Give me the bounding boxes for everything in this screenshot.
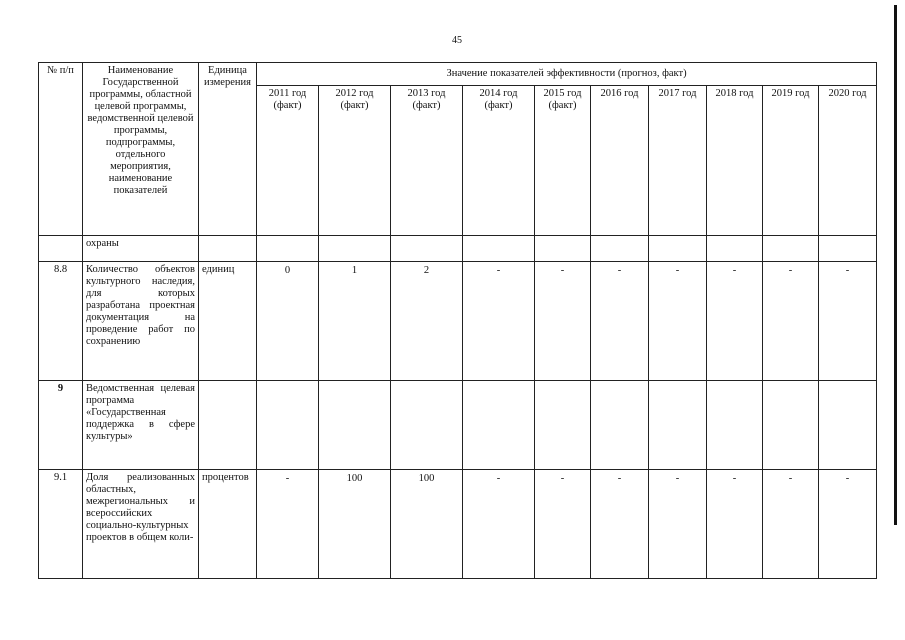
row-value [591,236,649,262]
page-number: 45 [452,35,462,46]
header-year: 2014 год (факт) [463,86,535,236]
row-value [257,381,319,470]
row-value: 100 [391,470,463,579]
table-row [39,236,877,262]
row-value [819,381,877,470]
header-year: 2011 год (факт) [257,86,319,236]
row-unit: процентов [199,470,257,579]
indicators-table [38,62,877,579]
row-name: Ведомственная целевая программа «Государственная поддержка в сфере культуры» [83,381,199,470]
row-value: - [819,470,877,579]
row-value: - [819,262,877,381]
row-value [463,381,535,470]
row-value [257,236,319,262]
header-year: 2016 год [591,86,649,236]
row-value [319,381,391,470]
row-name: охраны [83,236,199,262]
row-value [707,381,763,470]
row-num [39,236,83,262]
row-num: 9 [39,381,83,470]
header-year: 2012 год (факт) [319,86,391,236]
scan-edge [894,5,897,525]
row-value [707,236,763,262]
header-year: 2020 год [819,86,877,236]
row-value: - [535,470,591,579]
row-value [591,381,649,470]
header-year: 2017 год [649,86,707,236]
row-value [819,236,877,262]
table-row [39,470,877,579]
row-value: - [535,262,591,381]
row-value: - [463,262,535,381]
row-value [463,236,535,262]
header-year: 2015 год (факт) [535,86,591,236]
row-value [391,381,463,470]
row-value [535,381,591,470]
row-value [649,236,707,262]
row-value: 1 [319,262,391,381]
row-unit [199,236,257,262]
row-value [763,381,819,470]
row-value: - [463,470,535,579]
row-num: 9.1 [39,470,83,579]
row-unit [199,381,257,470]
row-value: 0 [257,262,319,381]
row-value: - [257,470,319,579]
header-year: 2019 год [763,86,819,236]
row-value: - [763,470,819,579]
row-value: 100 [319,470,391,579]
row-value [763,236,819,262]
row-value: - [649,262,707,381]
row-value: - [707,262,763,381]
header-name: Наименование Государственной программы, областной целевой программы, ведомственной целевой программы, подпрограммы, отдельного мероприятия, наименование показателей [83,63,199,236]
row-value [391,236,463,262]
header-num: № п/п [39,63,83,236]
row-value: - [707,470,763,579]
header-group: Значение показателей эффективности (прогноз, факт) [257,63,877,86]
header-unit: Единица измерения [199,63,257,236]
row-value: - [591,470,649,579]
header-year: 2018 год [707,86,763,236]
row-value: - [763,262,819,381]
row-value: - [591,262,649,381]
row-name: Доля реализованных областных, межрегиональных и всероссийских социально-культурных проектов в общем коли- [83,470,199,579]
row-value [319,236,391,262]
row-unit: единиц [199,262,257,381]
row-name: Количество объектов культурного наследия, для которых разработана проектная документация на проведение работ по сохранению [83,262,199,381]
table-row [39,262,877,381]
row-value: - [649,470,707,579]
header-year: 2013 год (факт) [391,86,463,236]
row-value [649,381,707,470]
row-value [535,236,591,262]
table-row [39,381,877,470]
row-num: 8.8 [39,262,83,381]
row-value: 2 [391,262,463,381]
